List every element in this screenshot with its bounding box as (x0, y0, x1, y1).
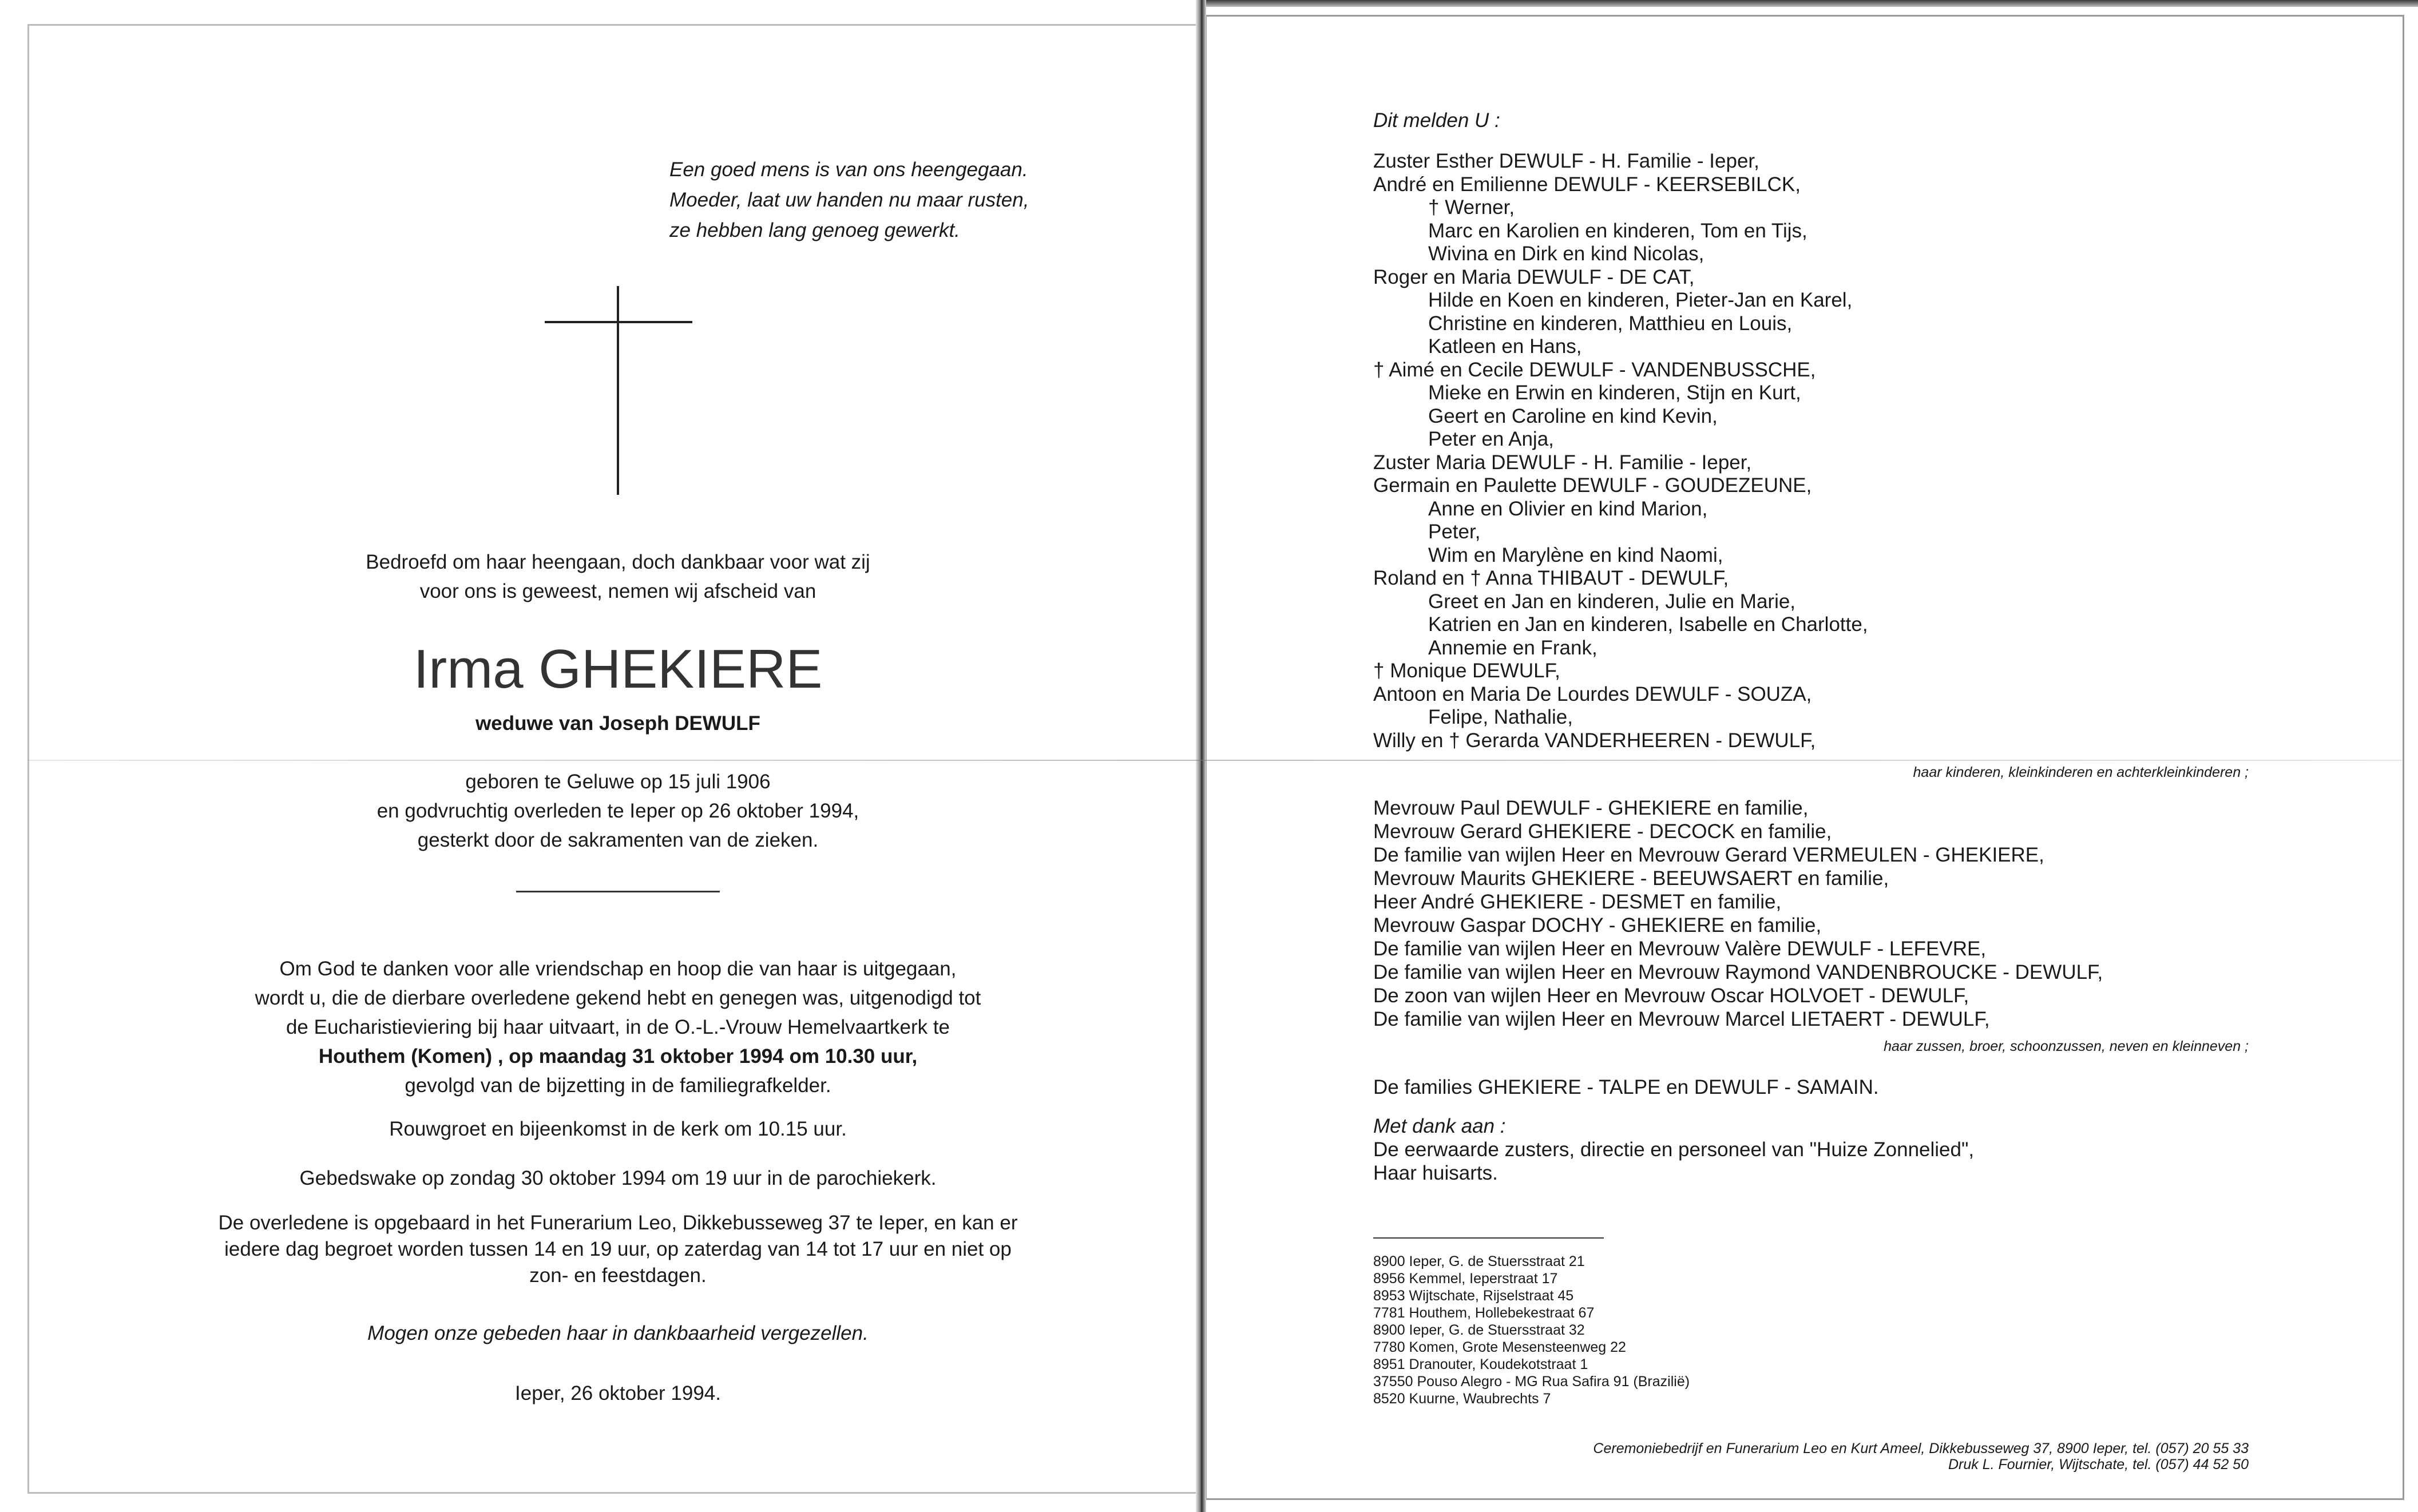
separator-line (516, 891, 720, 892)
list-item: Greet en Jan en kinderen, Julie en Marie, (1428, 590, 1796, 613)
list-item: Zuster Esther DEWULF - H. Familie - Ieper, (1373, 150, 1759, 172)
motto-line: ze hebben lang genoeg gewerkt. (669, 219, 960, 241)
motto-line: Moeder, laat uw handen nu maar rusten, (669, 189, 1029, 211)
bio-line: gesterkt door de sakramenten van de zieken. (417, 829, 819, 851)
invite-date: Houthem (Komen) , op maandag 31 oktober 1994 om 10.30 uur, (318, 1045, 918, 1067)
list-item: Mevrouw Gerard GHEKIERE - DECOCK en familie, (1373, 820, 1832, 843)
widow-of: weduwe van Joseph DEWULF (475, 712, 760, 735)
motto (669, 154, 1029, 245)
list-item: De familie van wijlen Heer en Mevrouw Gerard VERMEULEN - GHEKIERE, (1373, 844, 2044, 866)
intro (189, 547, 1047, 606)
footer-line: Druk L. Fournier, Wijtschate, tel. (057) 44 52 50 (1948, 1457, 2249, 1473)
invite-line: de Eucharistieviering bij haar uitvaart, in de O.-L.-Vrouw Hemelvaartkerk te (286, 1016, 950, 1038)
list-item: Katleen en Hans, (1428, 335, 1582, 358)
thanks-line: De eerwaarde zusters, directie en personeel van "Huize Zonnelied", (1373, 1138, 1975, 1161)
deceased-name: Irma GHEKIERE (413, 638, 823, 700)
list-item: Roger en Maria DEWULF - DE CAT, (1373, 265, 1695, 288)
list-item: † Aimé en Cecile DEWULF - VANDENBUSSCHE, (1373, 358, 1816, 381)
footer-line: Ceremoniebedrijf en Funerarium Leo en Kurt Ameel, Dikkebusseweg 37, 8900 Ieper, tel. (057) 20 55 33 (1593, 1440, 2249, 1457)
list-item: Peter en Anja, (1428, 428, 1554, 450)
thanks-heading: Met dank aan : (1373, 1115, 1506, 1137)
page-fold (1196, 0, 1206, 1512)
list-item: Mevrouw Paul DEWULF - GHEKIERE en familie, (1373, 797, 1809, 819)
announcement-heading: Dit melden U : (1373, 109, 1500, 132)
list-item: Mevrouw Gaspar DOCHY - GHEKIERE en familie, (1373, 914, 1822, 936)
list-item: Felipe, Nathalie, (1428, 706, 1573, 728)
address-item: 7781 Houthem, Hollebekestraat 67 (1373, 1305, 1595, 1321)
list-item: Katrien en Jan en kinderen, Isabelle en Charlotte, (1428, 613, 1868, 636)
list-item: Mieke en Erwin en kinderen, Stijn en Kurt, (1428, 382, 1801, 404)
cross-icon (617, 286, 619, 495)
funerarium-line: iedere dag begroet worden tussen 14 en 19 uur, op zaterdag van 14 tot 17 uur en niet op (224, 1238, 1012, 1260)
list-item: De familie van wijlen Heer en Mevrouw Raymond VANDENBROUCKE - DEWULF, (1373, 961, 2103, 983)
list-item: Geert en Caroline en kind Kevin, (1428, 404, 1718, 427)
address-item: 8900 Ieper, G. de Stuersstraat 21 (1373, 1253, 1585, 1269)
place-date: Ieper, 26 oktober 1994. (515, 1382, 721, 1404)
list-item: Wim en Marylène en kind Naomi, (1428, 543, 1723, 566)
list-item: Antoon en Maria De Lourdes DEWULF - SOUZA, (1373, 682, 1812, 705)
list-item: De familie van wijlen Heer en Mevrouw Valère DEWULF - LEFEVRE, (1373, 938, 1987, 960)
list-item: Wivina en Dirk en kind Nicolas, (1428, 243, 1705, 265)
horizontal-crease (27, 760, 2402, 761)
address-item: 8956 Kemmel, Ieperstraat 17 (1373, 1271, 1558, 1287)
list-item: Mevrouw Maurits GHEKIERE - BEEUWSAERT en familie, (1373, 867, 1889, 890)
invite-line: Om God te danken voor alle vriendschap en hoop die van haar is uitgegaan, (279, 958, 957, 980)
list-item: Germain en Paulette DEWULF - GOUDEZEUNE, (1373, 474, 1812, 497)
invite-line: wordt u, die de dierbare overledene gekend hebt en genegen was, uitgenodigd tot (255, 987, 981, 1009)
thanks-line: Haar huisarts. (1373, 1162, 1498, 1184)
family-list-siblings (1373, 796, 2103, 1031)
list-item: Marc en Karolien en kinderen, Tom en Tijs, (1428, 219, 1807, 242)
address-list (1373, 1253, 1690, 1407)
address-separator (1373, 1237, 1604, 1239)
address-item: 8900 Ieper, G. de Stuersstraat 32 (1373, 1322, 1585, 1338)
siblings-note: haar zussen, broer, schoonzussen, neven en kleinneven ; (1884, 1038, 2249, 1054)
address-item: 37550 Pouso Alegro - MG Rua Safira 91 (Brazilië) (1373, 1374, 1690, 1390)
rouwgroet: Rouwgroet en bijeenkomst in de kerk om 10.15 uur. (389, 1118, 847, 1140)
page-top-edge (1205, 0, 2418, 7)
intro-line: Bedroefd om haar heengaan, doch dankbaar voor wat zij (366, 551, 870, 573)
list-item: Peter, (1428, 521, 1481, 543)
list-item: De zoon van wijlen Heer en Mevrouw Oscar HOLVOET - DEWULF, (1373, 985, 1969, 1007)
intro-line: voor ons is geweest, nemen wij afscheid van (419, 580, 816, 602)
list-item: Anne en Olivier en kind Marion, (1428, 497, 1708, 520)
funerarium-info (160, 1210, 1076, 1289)
bio-line: geboren te Geluwe op 15 juli 1906 (465, 771, 771, 793)
invitation (160, 954, 1076, 1100)
address-item: 8951 Dranouter, Koudekotstraat 1 (1373, 1356, 1588, 1372)
thanks-block (1373, 1114, 1974, 1185)
list-item: Heer André GHEKIERE - DESMET en familie, (1373, 891, 1782, 913)
funerarium-line: De overledene is opgebaard in het Funerarium Leo, Dikkebusseweg 37 te Ieper, en kan er (218, 1212, 1018, 1234)
families-line: De families GHEKIERE - TALPE en DEWULF - SAMAIN. (1373, 1076, 1879, 1098)
list-item: Zuster Maria DEWULF - H. Familie - Ieper, (1373, 451, 1752, 474)
printer-footer (1373, 1440, 2249, 1473)
prayer: Mogen onze gebeden haar in dankbaarheid vergezellen. (367, 1322, 869, 1344)
list-item: Roland en † Anna THIBAUT - DEWULF, (1373, 567, 1729, 589)
address-item: 8953 Wijtschate, Rijselstraat 45 (1373, 1288, 1574, 1304)
children-note: haar kinderen, kleinkinderen en achterkleinkinderen ; (1913, 764, 2249, 780)
invite-line: gevolgd van de bijzetting in de familiegrafkelder. (405, 1074, 831, 1097)
address-item: 8520 Kuurne, Waubrechts 7 (1373, 1391, 1551, 1407)
list-item: † Werner, (1428, 196, 1515, 219)
list-item: Annemie en Frank, (1428, 636, 1598, 659)
motto-line: Een goed mens is van ons heengegaan. (669, 158, 1028, 181)
biography (189, 767, 1047, 855)
list-item: André en Emilienne DEWULF - KEERSEBILCK, (1373, 173, 1801, 196)
list-item: Willy en † Gerarda VANDERHEEREN - DEWULF, (1373, 729, 1816, 752)
list-item: Christine en kinderen, Matthieu en Louis, (1428, 312, 1793, 335)
gebedswake: Gebedswake op zondag 30 oktober 1994 om 19 uur in de parochiekerk. (299, 1167, 937, 1189)
list-item: † Monique DEWULF, (1373, 660, 1560, 682)
list-item: De familie van wijlen Heer en Mevrouw Marcel LIETAERT - DEWULF, (1373, 1008, 1990, 1030)
funerarium-line: zon- en feestdagen. (529, 1264, 707, 1287)
bio-line: en godvruchtig overleden te Ieper op 26 oktober 1994, (376, 800, 859, 822)
cross-icon-bar (545, 321, 692, 323)
list-item: Hilde en Koen en kinderen, Pieter-Jan en Karel, (1428, 289, 1853, 311)
address-item: 7780 Komen, Grote Mesensteenweg 22 (1373, 1339, 1626, 1355)
